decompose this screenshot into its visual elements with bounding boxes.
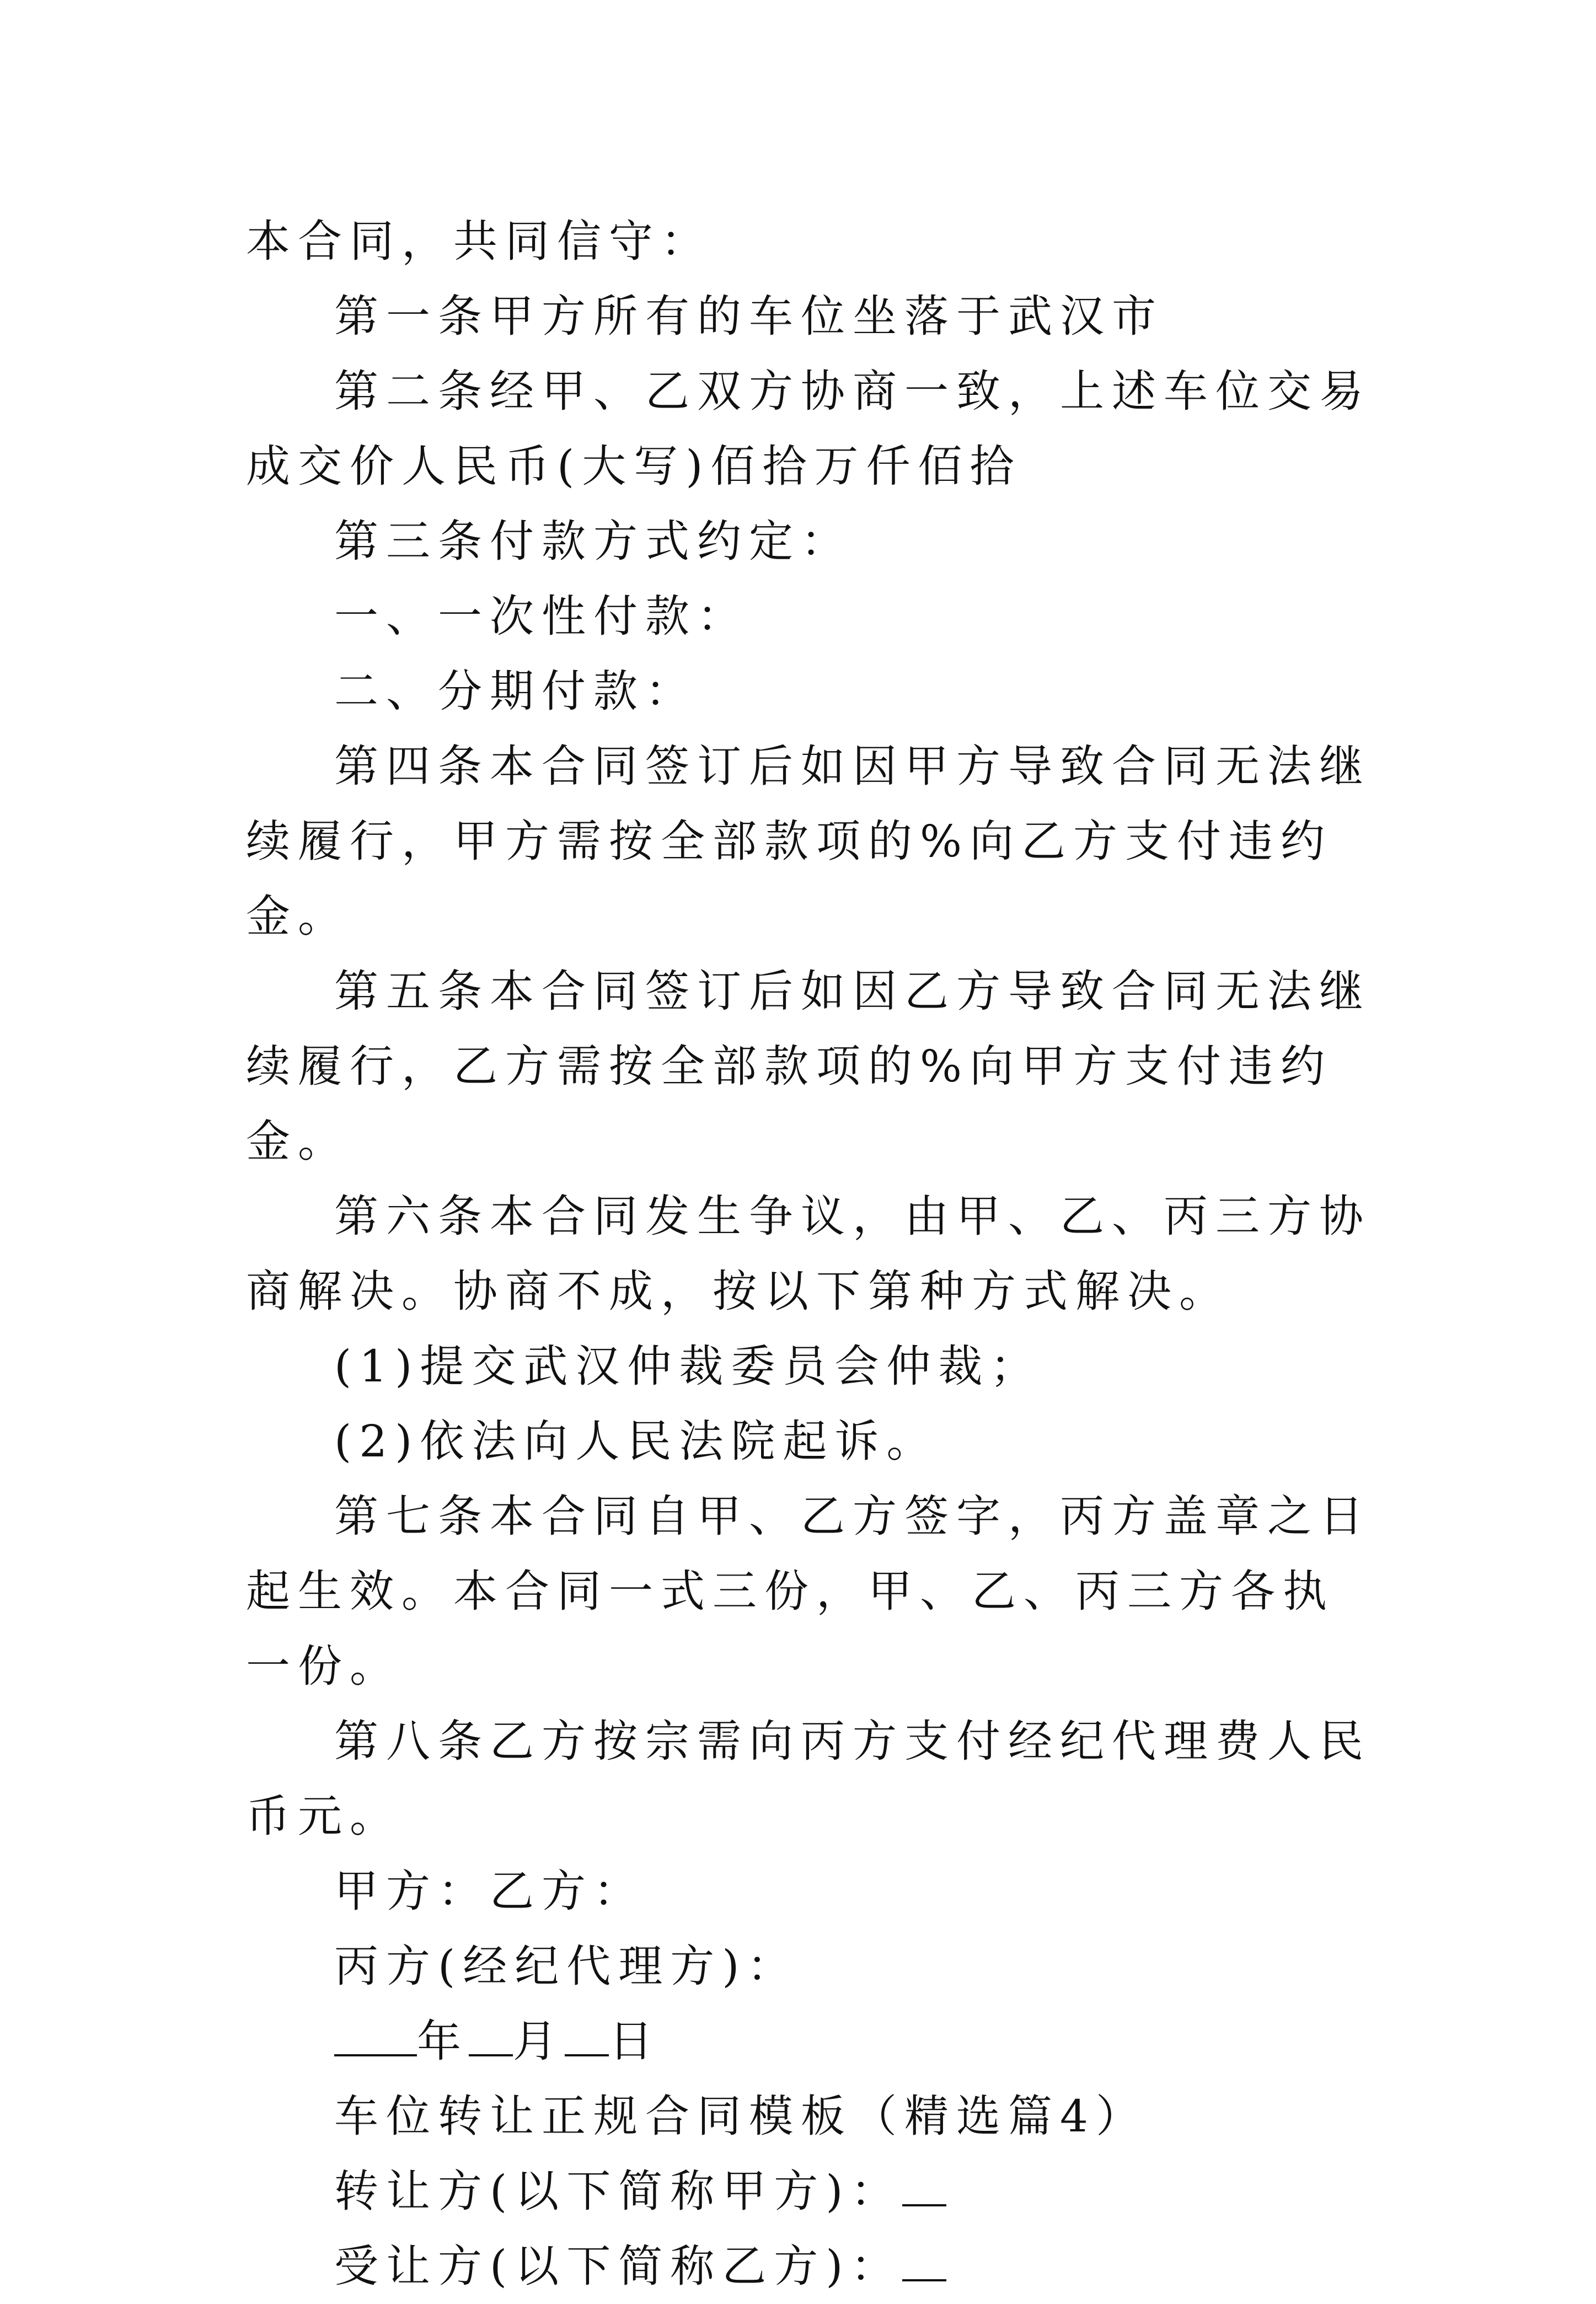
paragraph-list	[246, 204, 1371, 2004]
paragraph: 第三条付款方式约定：	[334, 516, 853, 567]
day-label: 日	[609, 2016, 661, 2067]
paragraph: 丙方(经纪代理方)：	[334, 1941, 799, 1992]
transferee-blank	[902, 2244, 946, 2281]
paragraph: 第二条经甲、乙双方协商一致，上述车位交易成交价人民币(大写)佰拾万仟佰拾	[246, 366, 1371, 492]
paragraph: 第七条本合同自甲、乙方签字，丙方盖章之日起生效。本合同一式三份，甲、乙、丙三方各执一份。	[246, 1491, 1371, 1692]
paragraph: 第五条本合同签订后如因乙方导致合同无法继续履行，乙方需按全部款项的%向甲方支付违约金。	[246, 966, 1371, 1167]
transferor-line	[246, 2154, 1371, 2229]
document-body	[246, 204, 1371, 2304]
paragraph: 第六条本合同发生争议，由甲、乙、丙三方协商解决。协商不成，按以下第种方式解决。	[246, 1191, 1371, 1317]
paragraph: 第八条乙方按宗需向丙方支付经纪代理费人民币元。	[246, 1716, 1371, 1842]
transferee-label: 受让方(以下简称乙方)：	[334, 2241, 903, 2292]
transferee-line	[246, 2229, 1371, 2304]
paragraph: 一、一次性付款：	[334, 591, 749, 642]
paragraph: (1)提交武汉仲裁委员会仲裁；	[334, 1341, 1042, 1392]
month-label: 月	[513, 2016, 565, 2067]
date-line	[246, 2004, 1371, 2079]
transferor-label: 转让方(以下简称甲方)：	[334, 2166, 903, 2217]
section-title: 车位转让正规合同模板（精选篇4）	[334, 2091, 1148, 2142]
year-blank	[334, 2019, 417, 2056]
year-label: 年	[417, 2016, 469, 2067]
paragraph: 第四条本合同签订后如因甲方导致合同无法继续履行，甲方需按全部款项的%向乙方支付违约金。	[246, 741, 1371, 942]
paragraph: 二、分期付款：	[334, 666, 697, 717]
paragraph: 甲方：乙方：	[334, 1866, 645, 1917]
paragraph: 本合同，共同信守：	[246, 216, 713, 267]
paragraph: 第一条甲方所有的车位坐落于武汉市	[334, 291, 1164, 342]
transferor-blank	[902, 2169, 946, 2206]
paragraph: (2)依法向人民法院起诉。	[334, 1416, 939, 1467]
month-blank	[469, 2019, 513, 2056]
day-blank	[565, 2019, 609, 2056]
